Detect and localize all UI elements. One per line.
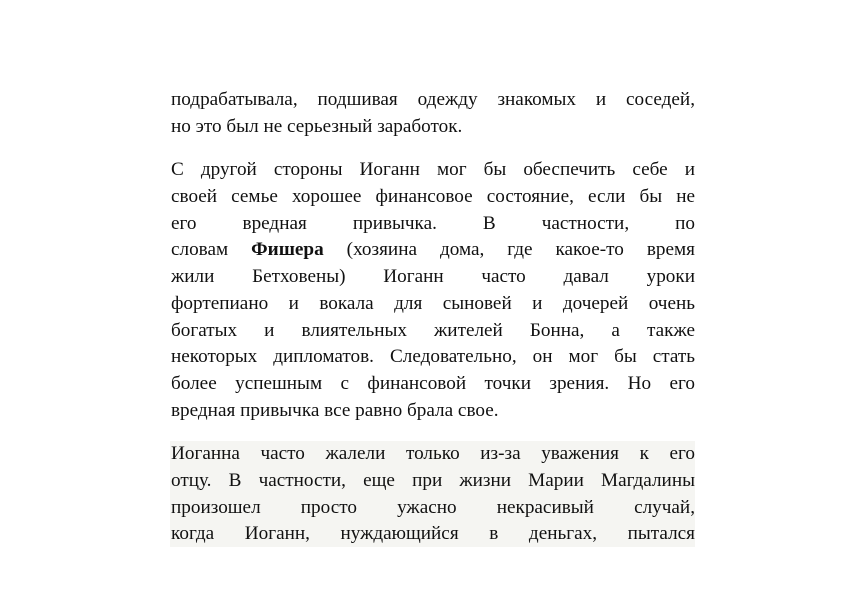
paragraph-2 [171,157,695,424]
text-line: подрабатывала, подшивая одежду знакомых и соседей, [171,89,695,110]
text-line-with-bold-name [171,237,695,264]
text-line: его вредная привычка. В частности, по [171,212,695,234]
text-line: но это был не серьезный заработок. [171,115,463,137]
text-line: некоторых дипломатов. Следовательно, он мог бы стать [171,346,695,368]
text-column [171,87,695,547]
bold-name-fischer: Фишера [251,239,324,261]
text-fragment: словам [171,239,252,261]
text-line: произошел просто ужасно некрасивый случай, [171,496,695,518]
text-line: С другой стороны Иоганн мог бы обеспечить себе и [171,159,695,181]
text-line: жили Бетховены) Иоганн часто давал уроки [171,266,695,288]
text-line: вредная привычка все равно брала свое. [171,399,499,421]
paragraph-1 [171,87,695,140]
text-line: отцу. В частности, еще при жизни Марии Магдалины [171,469,695,491]
text-line: фортепиано и вокала для сыновей и дочерей очень [171,292,695,314]
text-line: своей семье хорошее финансовое состояние, если бы не [171,186,695,208]
text-line: богатых и влиятельных жителей Бонна, а также [171,319,695,341]
text-fragment: (хозяина дома, где какое-то время [323,239,695,261]
text-line: когда Иоганн, нуждающийся в деньгах, пытался [171,523,695,545]
paragraph-3-highlighted [170,441,695,547]
text-line: более успешным с финансовой точки зрения. Но его [171,372,695,394]
text-line: Иоганна часто жалели только из-за уважения к его [171,443,695,465]
